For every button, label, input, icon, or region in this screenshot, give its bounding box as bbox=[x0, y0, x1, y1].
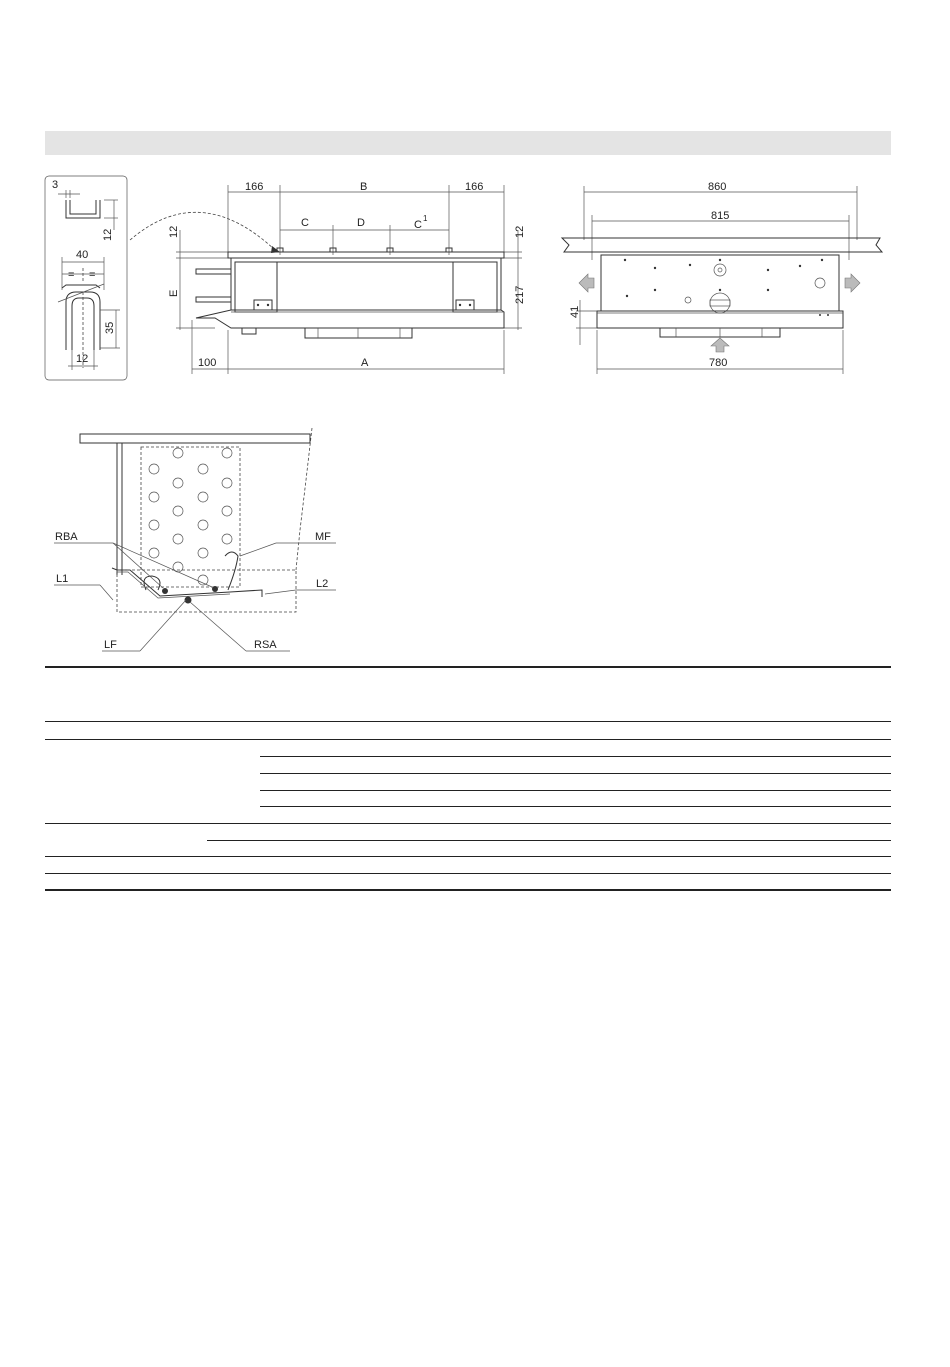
dim-side-left: 166 bbox=[245, 181, 264, 193]
table-rule bbox=[260, 773, 891, 774]
dim-flange-left: 12 bbox=[168, 225, 180, 238]
label-RSA: RSA bbox=[254, 639, 277, 651]
detail-leader bbox=[130, 212, 275, 250]
table-rule bbox=[45, 721, 891, 722]
dim-C1: C bbox=[414, 219, 422, 231]
table-rule bbox=[260, 806, 891, 807]
dim-length-A: A bbox=[361, 357, 369, 369]
table-rule bbox=[45, 873, 891, 874]
table-rule bbox=[45, 889, 891, 891]
dim-slot-width: 12 bbox=[76, 353, 89, 365]
label-MF: MF bbox=[315, 531, 331, 543]
dim-base: 780 bbox=[709, 357, 728, 369]
table-rule bbox=[207, 840, 891, 841]
table-rule bbox=[260, 756, 891, 757]
dim-thickness: 3 bbox=[52, 179, 59, 191]
table-rule bbox=[45, 823, 891, 824]
section-view bbox=[54, 428, 336, 651]
dim-D: D bbox=[357, 217, 365, 229]
label-RBA: RBA bbox=[55, 531, 78, 543]
dim-flange-right: 12 bbox=[514, 225, 526, 238]
profile-detail bbox=[45, 176, 127, 380]
label-L1: L1 bbox=[56, 573, 69, 585]
front-view bbox=[168, 181, 526, 374]
label-L2: L2 bbox=[316, 578, 329, 590]
table-rule bbox=[260, 790, 891, 791]
dim-equal-right: = bbox=[89, 269, 96, 281]
table-rule bbox=[45, 739, 891, 740]
dim-E: E bbox=[168, 289, 180, 297]
dim-inner: 815 bbox=[711, 210, 730, 222]
dim-side-right: 166 bbox=[465, 181, 484, 193]
table-rule bbox=[45, 666, 891, 668]
dim-slot-height: 35 bbox=[104, 321, 116, 334]
dim-offset: 100 bbox=[198, 357, 217, 369]
dim-drop: 41 bbox=[569, 305, 581, 318]
label-LF: LF bbox=[104, 639, 117, 651]
dim-C1-sup: 1 bbox=[423, 214, 428, 223]
side-view bbox=[562, 181, 882, 374]
dim-overall: 860 bbox=[708, 181, 727, 193]
dim-span-B: B bbox=[360, 181, 368, 193]
dim-width: 40 bbox=[76, 249, 89, 261]
dim-C: C bbox=[301, 217, 309, 229]
detail-frame bbox=[45, 176, 127, 380]
dim-height-top: 12 bbox=[102, 228, 114, 241]
table-rule bbox=[45, 856, 891, 857]
dim-height: 217 bbox=[514, 285, 526, 304]
dim-equal-left: = bbox=[68, 269, 75, 281]
